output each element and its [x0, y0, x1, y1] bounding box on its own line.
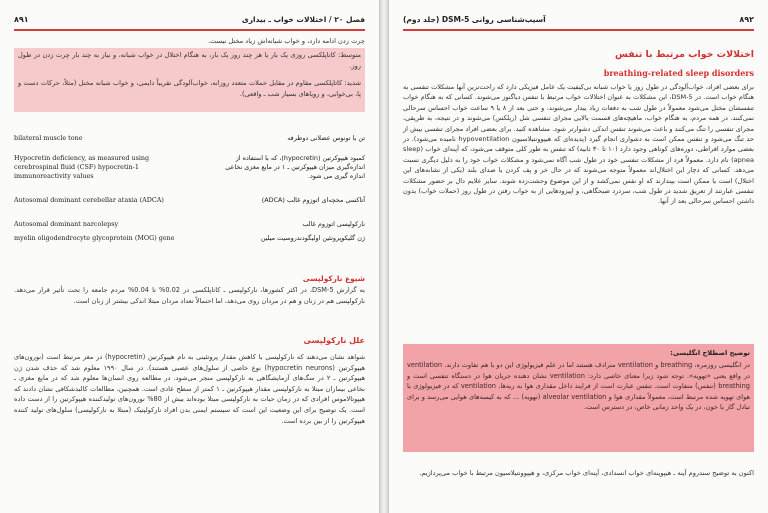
- right-header-rule: [403, 29, 754, 31]
- glossary-en: Autosomal dominant cerebellar ataxia (ADCA): [14, 196, 164, 204]
- left-page: [0, 0, 380, 513]
- right-page-header: [403, 12, 754, 28]
- glossary-fa: کمبود هیپوکرتین (hypocretin)، که با استفاده از اندازه‌گیری میزان هیپوکرتین ـ ۱ در مایع مغزی نخاعی اندازه گیری می شود.: [225, 154, 365, 180]
- left-header-rule: [14, 29, 365, 31]
- glossary-fa: آتاکسی مخچه‌ای اتوزوم غالب (ADCA): [261, 196, 365, 204]
- section-heading-fa: اختلالات خواب مرتبط با تنفس: [614, 49, 754, 60]
- causes-body: شواهد نشان می‌دهند که نارکولپسی با کاهش مقدار پروتئینی به نام هیپوکرتین (hypocretin) در مغز مرتبط است (نورون‌های هیپوکرتین (hypocretin neurons) نوع خاصی از سلول‌های عصبی هستند). در سال ۱۹۹۰ معلوم شد که حذف شدن ژن هیپوکرتین ـ ۲ در سگ‌های آزمایشگاهی به نارکولپسی منجر می‌شود. در مطالعه روی انسان‌ها معلوم شد که در مایع مغزی ـ نخاعی بیماران مبتلا به نارکولپسی مقدار هیپوکرتین ـ ۱ کمتر از سطح عادی است. همچنین، مطالعات کالبدشکافی نشان دادند که هیپوتالاموس افرادی که در زمان حیات به نارکولپسی مبتلا بوده‌اند بیش از 80% نورون‌های تولیدکننده هیپوکرتین را از دست داده است. یک توضیح برای این وضعیت این است که سیستم ایمنی بدن افراد نارکولپتیک (مبتلا به نارکولپسی) سلول‌های تولید کننده هیپوکرتین را از بین برده است.: [14, 353, 365, 425]
- book-gutter: [380, 0, 388, 513]
- glossary-row: [14, 154, 365, 190]
- glossary-en: myelin oligodendrocyte glycoprotein (MOG) gene: [14, 234, 175, 242]
- causes-heading: علل نارکولپسی: [303, 336, 365, 345]
- right-running-title: آسیب‌شناسی روانی DSM-5 (جلد دوم): [403, 15, 546, 24]
- glossary-row: [14, 196, 365, 216]
- glossary-fa: ژن گلیکوپروتئین اولیگودندروسیت میلین: [260, 234, 365, 242]
- glossary-fa: نارکولپسی اتوزوم غالب: [302, 220, 365, 228]
- left-top-line1: چرت زدن ادامه دارد، و خواب شبانه‌اش زیاد مختل نیست.: [208, 37, 365, 45]
- right-page-number: ۸۹۲: [739, 15, 754, 24]
- severity-moderate: متوسط: کاتاپلکسی روزی یک بار یا هر چند روز یک بار، به هنگام اختلال در خواب شبانه، و نیاز به چند بار چرت زدن در طول روز.: [18, 51, 361, 70]
- glossary-row: [14, 134, 365, 146]
- glossary-en: Hypocretin deficiency, as measured using cerebrospinal fluid (CSF) hypocretin-1 immunoreactivity values: [14, 154, 150, 180]
- section-heading-en: breathing-related sleep disorders: [603, 68, 754, 78]
- prevalence-heading: شیوع نارکولپسی: [302, 274, 365, 283]
- glossary-en: bilateral muscle tone: [14, 134, 83, 142]
- left-page-header: [14, 12, 365, 28]
- terminology-body: در انگلیسی روزمره، breathing و ventilation مترادف هستند اما در علم فیزیولوژی این دو با هم تفاوت دارند. ventilation در واقع یعنی «تهویه». توجه شود زیرا معنای خاصی دارد: ventilation نشان دهنده جریان هوا در دستگاه تنفسی است و breathing (تنفس) متفاوت است. تنفس عبارت است از فرایند داخل مقداری هوا به ریه‌ها. ventilation که در فیزیولوژی با هوای تهویه شده مرتبط است، معمولاً مقداری هوا و alveolar ventilation (تهویه) ... که به کیسه‌های هوایی می‌رسد و برای تبادل گاز با خون، در یک واحد زمانی خاص، در دسترس است.: [407, 361, 750, 412]
- right-page: [388, 0, 768, 513]
- left-running-title: فصل ۲۰ / اختلالات خواب ـ بیداری: [241, 15, 365, 24]
- prevalence-body: به گزارش DSM-5، در اکثر کشورها، نارکولپسی ـ کاتاپلکسی در 0.02% تا 0.04% مردم جامعه را تحت تأثیر قرار می‌دهد. نارکولپسی هم در زنان و هم در مردان روی می‌دهد، اما احتمالاً تعداد مردان مبتلا اندکی بیشتر از زنان است.: [14, 286, 366, 305]
- glossary-en: Autosomal dominant narcolepsy: [14, 220, 119, 228]
- closing-paragraph: اکنون به توضیح سندروم آپنه ـ هیپوپنه‌ای خواب انسدادی، آپنه‌ای خواب مرکزی، و هیپوونتیلاسیون مرتبط با خواب می‌پردازیم.: [419, 469, 754, 477]
- glossary-fa: تن یا تونوس عضلانی دوطرفه: [287, 134, 365, 142]
- glossary-row: [14, 234, 365, 246]
- main-body: برای بعضی افراد، خواب‌آلودگی در طول روز یا خواب شبانه بی‌کیفیت یک عامل فیزیکی دارد که راحت‌ترین آنها مشکلات تنفسی به هنگام خواب است. در DSM-5، این مشکلات به عنوان اختلالات خواب مرتبط با تنفس دیاگنوز می‌شوند. کسانی که به هنگام خواب تنفسشان مختل می‌شود معمولاً در طول شب به دفعات زیاد بیدار می‌شوند، و حتی بعد از ۸ یا ۹ ساعت خواب احساس سرحالی نمی‌کنند. در همه مردم، به هنگام خواب، ماهیچه‌های قسمت بالایی مجرای تنفسی شل (ریلکس) می‌شوند و در نتیجه، به طریقی، مجرای تنفسی را تنگ می‌کنند و باعث می‌شوند تنفس اندکی دشوارتر شود. مشاهده کنید. برای بعضی افراد مجرای تنفسی بیش از حد تنگ می‌شود و تنفس ممکن است به دشواری انجام گیرد (پدیده‌ای که هیپوونتیلاسیون hypoventilation نامیده می‌شود). در بعضی موارد افراطی، دوره‌های کوتاهی وجود دارد (۱۰ تا ۳۰ ثانیه) که تنفس به طور کلی متوقف می‌شود، که آپنه‌ای خواب (sleep apnea) نام دارد. معمولاً فرد از مشکلات تنفسی خود در طول شب آگاه نمی‌شود و مشکلات خواب خود را به دلیل دیگری نسبت می‌دهد. کسانی که دچار این اختلال‌اند معمولاً متوجه می‌شوند که در حال خر و پف کردن یا صدای بلند (یکی از نشانه‌های این اختلال) است یا ممکن است بپندارند که او نفس نمی‌کشد و از این موضوع وحشت‌زده شوند. سایر علایم دال بر حضور مشکلات تنفسی عبارتند از تعریق شدید در طول شب، سردرد صبحگاهی، و اپیزودهایی از به خواب رفتن در طول روز (حملات خواب) بدون داشتن احساس سرحالی بعد از آنها.: [403, 83, 755, 206]
- glossary-row: [14, 220, 365, 232]
- severity-severe: شدید: کاتاپلکسی مقاوم در مقابل حملات متعدد روزانه، خواب‌آلودگی تقریباً دایمی، و خواب شبانه مختل (مثلاً، حرکات دست و پا، بی‌خوابی، و رویاهای بسیار شب ـ واقعی).: [18, 79, 361, 98]
- terminology-heading: توضیح اصطلاح انگلیسی:: [670, 349, 750, 357]
- left-page-number: ۸۹۱: [14, 15, 29, 24]
